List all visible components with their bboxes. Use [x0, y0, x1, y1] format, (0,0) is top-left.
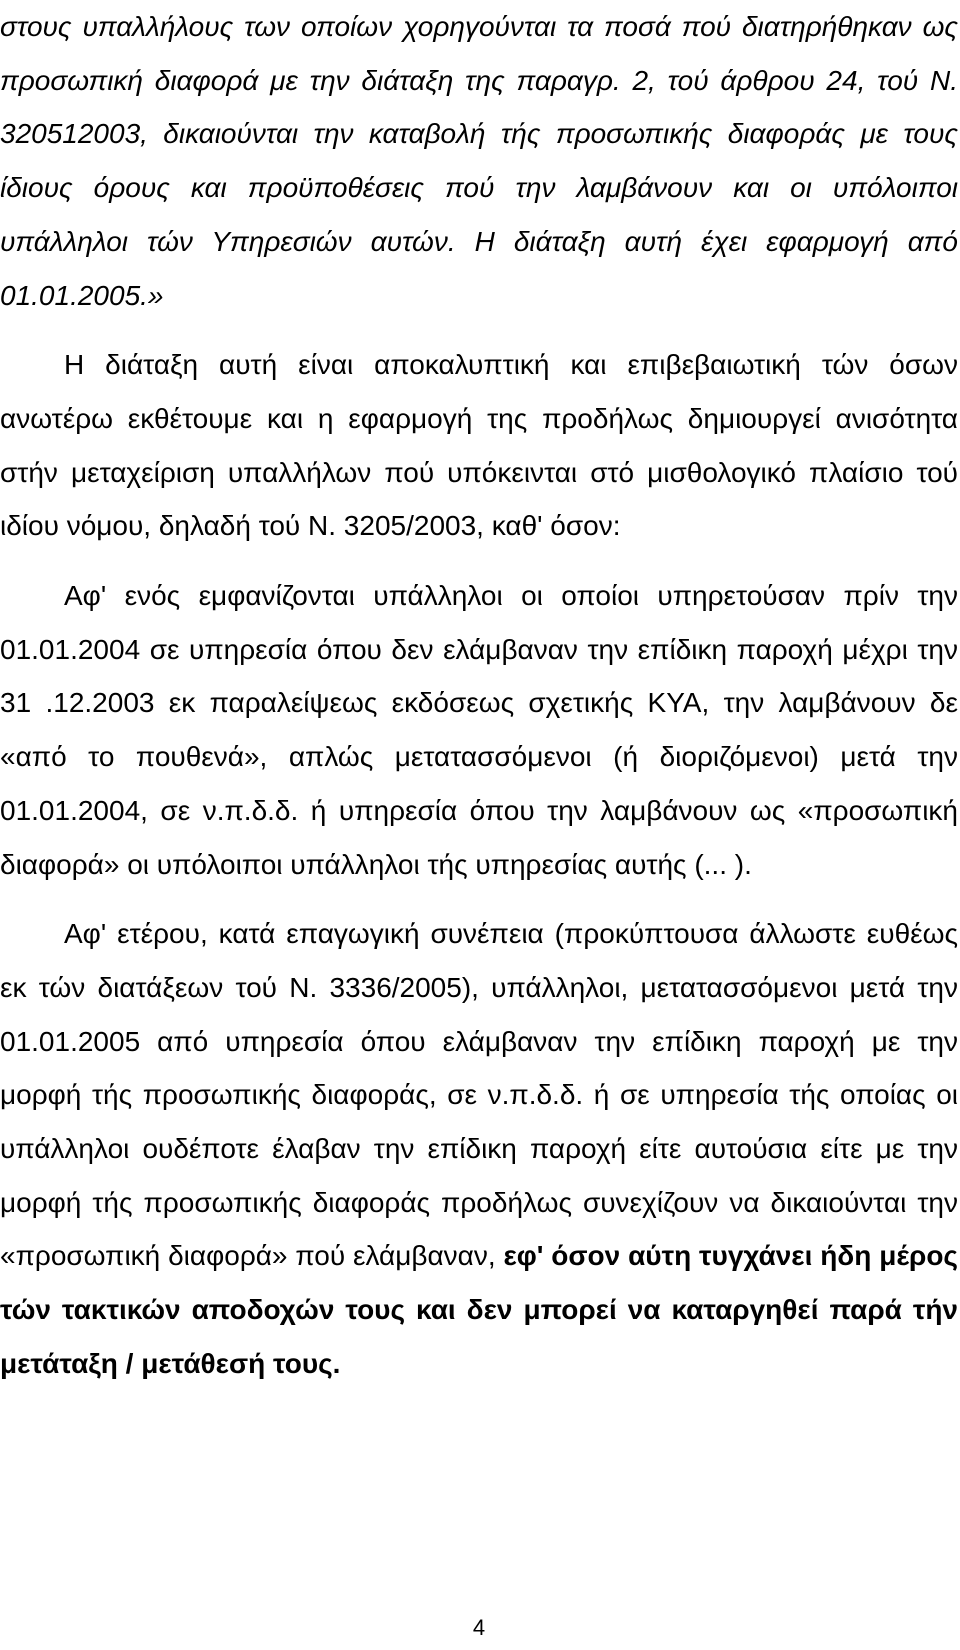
page-number: 4: [472, 1615, 486, 1640]
paragraph-second-case: [0, 907, 958, 1390]
paragraph-quote-end: στους υπαλλήλους των οποίων χορηγούνται τα ποσά πού διατηρήθηκαν ως προσωπική διαφορά με την διάταξη της παραγρ. 2, τού άρθρου 24, τού Ν. 320512003, δικαιούνται την καταβολή τής προσωπικής διαφοράς με τους ίδιους όρους και προϋποθέσεις πού την λαμβάνουν και οι υπόλοιποι υπάλληλοι τών Υπηρεσιών αυτών. Η διάταξη αυτή έχει εφαρμογή από 01.01.2005.»: [0, 11, 958, 311]
paragraph-second-case-text: Αφ' ετέρου, κατά επαγωγική συνέπεια (προκύπτουσα άλλωστε ευθέως εκ τών διατάξεων τού Ν. 3336/2005), υπάλληλοι, μετατασσόμενοι μετά την 01.01.2005 από υπηρεσία όπου ελάμβαναν την επίδικη παροχή με την μορφή τής προσωπικής διαφοράς, σε ν.π.δ.δ. ή σε υπηρεσία τής οποίας οι υπάλληλοι ουδέποτε έλαβαν την επίδικη παροχή είτε αυτούσια είτε με την μορφή τής προσωπικής διαφοράς προδήλως συνεχίζουν να δικαιούνται την «προσωπική διαφορά» πού ελάμβαναν,: [0, 918, 958, 1272]
paragraph-second-case-bold: εφ' όσον αύτη τυγχάνει ήδη μέρος τών τακτικών αποδοχών τους και δεν μπορεί να καταργηθεί παρά τήν μετάταξη / μετάθεσή τους.: [0, 1240, 958, 1379]
paragraph-first-case: Αφ' ενός εμφανίζονται υπάλληλοι οι οποίοι υπηρετούσαν πρίν την 01.01.2004 σε υπηρεσία όπου δεν ελάμβαναν την επίδικη παροχή μέχρι την 31 .12.2003 εκ παραλείψεως εκδόσεως σχετικής ΚΥΑ, την λαμβάνουν δε «από το πουθενά», απλώς μετατασσόμενοι (ή διοριζόμενοι) μετά την 01.01.2004, σε ν.π.δ.δ. ή υπηρεσία όπου την λαμβάνουν ως «προσωπική διαφορά» οι υπόλοιποι υπάλληλοι τής υπηρεσίας αυτής (... ).: [0, 580, 958, 880]
paragraph-provision: Η διάταξη αυτή είναι αποκαλυπτική και επιβεβαιωτική τών όσων ανωτέρω εκθέτουμε και η εφαρμογή της προδήλως δημιουργεί ανισότητα στήν μεταχείριση υπαλλήλων πού υπόκεινται στό μισθολογικό πλαίσιο τού ιδίου νόμου, δηλαδή τού Ν. 3205/2003, καθ' όσον:: [0, 349, 958, 542]
